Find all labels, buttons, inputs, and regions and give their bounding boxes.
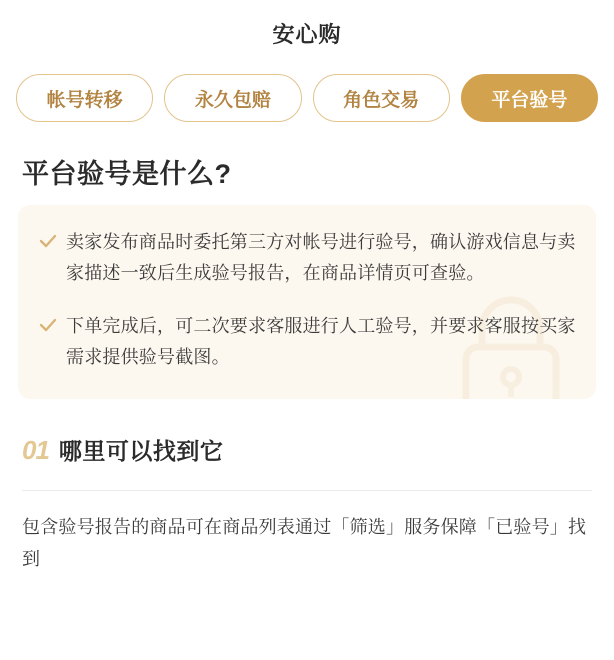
tab-bar xyxy=(0,66,614,130)
tab-platform-verification[interactable]: 平台验号 xyxy=(461,74,598,122)
tab-account-transfer[interactable]: 帐号转移 xyxy=(16,74,153,122)
info-card xyxy=(18,205,596,399)
page-title: 安心购 xyxy=(272,21,342,47)
list-item xyxy=(38,311,576,373)
page-header xyxy=(0,0,614,66)
step-paragraph: 包含验号报告的商品可在商品列表通过「筛选」服务保障「已验号」找到 xyxy=(22,517,587,569)
list-item-text: 下单完成后，可二次要求客服进行人工验号，并要求客服按买家需求提供验号截图。 xyxy=(66,316,576,367)
step-number: 01 xyxy=(22,435,49,465)
check-icon xyxy=(38,313,58,339)
tab-role-trade[interactable]: 角色交易 xyxy=(313,74,450,122)
step-label: 哪里可以找到它 xyxy=(58,438,224,464)
check-icon xyxy=(38,229,58,255)
tab-permanent-compensation[interactable]: 永久包赔 xyxy=(164,74,301,122)
section-heading: 平台验号是什么? xyxy=(22,159,232,189)
list-item xyxy=(38,227,576,289)
list-item-text: 卖家发布商品时委托第三方对帐号进行验号，确认游戏信息与卖家描述一致后生成验号报告，在商品详情页可查验。 xyxy=(66,232,576,283)
numbered-heading xyxy=(0,399,614,472)
